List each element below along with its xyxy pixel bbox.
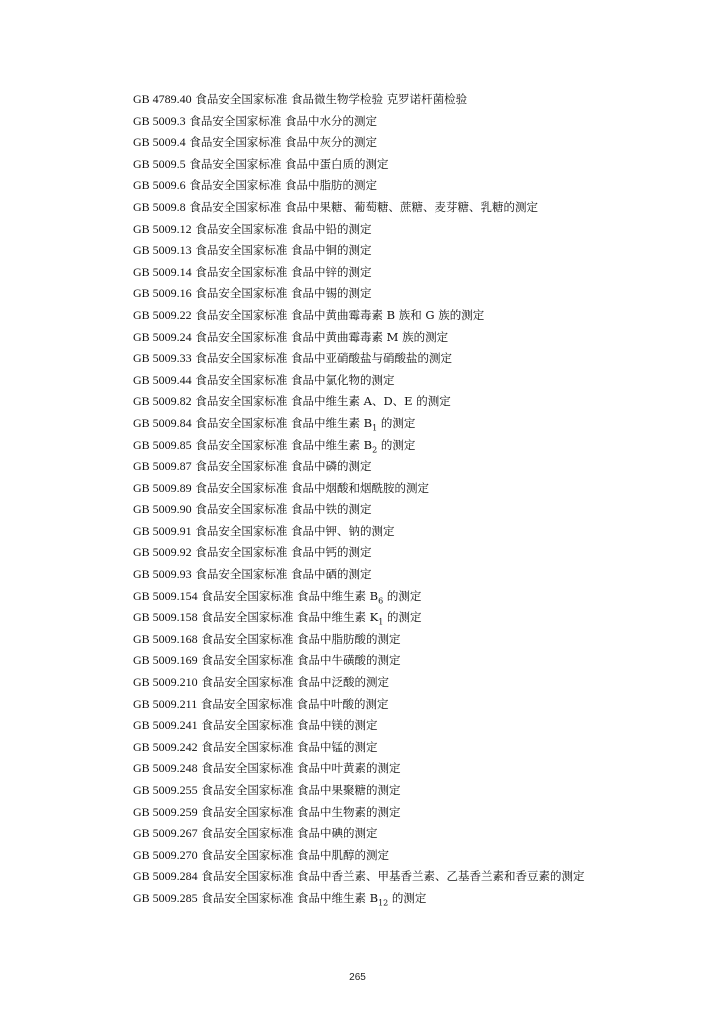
vitamin-subscript: 2 — [372, 444, 378, 454]
standard-code: GB 5009.33 — [133, 351, 192, 366]
standard-title: 食品安全国家标准 食品中脂肪酸的测定 — [201, 631, 401, 646]
vitamin-subscript: 6 — [378, 595, 384, 605]
standard-title: 食品安全国家标准 食品中叶黄素的测定 — [201, 761, 401, 776]
standard-code: GB 5009.82 — [133, 394, 192, 409]
standard-title: 食品安全国家标准 食品中锡的测定 — [195, 286, 372, 301]
standard-title — [201, 589, 421, 603]
standard-entry — [108, 413, 628, 435]
standard-entry — [108, 542, 628, 564]
standard-title-text: 食品安全国家标准 食品中维生素 B — [195, 415, 373, 430]
standard-entry — [108, 499, 628, 521]
standard-code: GB 5009.4 — [133, 135, 186, 150]
standard-title: 食品安全国家标准 食品中泛酸的测定 — [201, 675, 389, 690]
standard-title: 食品安全国家标准 食品中锰的测定 — [201, 739, 378, 754]
standard-title: 食品安全国家标准 食品中牛磺酸的测定 — [201, 653, 401, 668]
standard-code: GB 5009.14 — [133, 264, 192, 279]
standard-entry — [108, 586, 628, 608]
standard-title: 食品安全国家标准 食品微生物学检验 克罗诺杆菌检验 — [195, 92, 468, 106]
standard-code: GB 5009.93 — [133, 567, 192, 582]
standard-entry — [108, 521, 628, 543]
standard-code: GB 5009.169 — [133, 653, 198, 668]
standard-title: 食品安全国家标准 食品中黄曲霉毒素 M 族的测定 — [195, 329, 449, 344]
standard-title-suffix: 的测定 — [383, 588, 422, 603]
standard-code: GB 5009.92 — [133, 545, 192, 560]
standards-list — [108, 89, 628, 910]
standard-entry — [108, 305, 628, 327]
standard-title-suffix: 的测定 — [377, 437, 416, 452]
standard-entry — [108, 823, 628, 845]
standard-title — [201, 610, 422, 627]
standard-entry — [108, 219, 628, 241]
standard-title: 食品安全国家标准 食品中叶酸的测定 — [200, 696, 389, 711]
standard-title: 食品安全国家标准 食品中镁的测定 — [201, 718, 378, 733]
standard-title-suffix: 的测定 — [383, 610, 422, 625]
standard-code: GB 4789.40 — [133, 92, 192, 106]
standard-entry — [108, 456, 628, 478]
standard-title: 食品安全国家标准 食品中硒的测定 — [195, 567, 372, 582]
standard-title-suffix: 的测定 — [377, 415, 416, 430]
standard-code: GB 5009.168 — [133, 631, 198, 646]
standard-code: GB 5009.242 — [133, 739, 198, 754]
standard-title: 食品安全国家标准 食品中果糖、葡萄糖、蔗糖、麦芽糖、乳糖的测定 — [189, 199, 538, 214]
standard-title: 食品安全国家标准 食品中水分的测定 — [189, 113, 377, 128]
standard-title: 食品安全国家标准 食品中肌醇的测定 — [201, 847, 389, 862]
standard-title — [201, 890, 427, 908]
standard-code: GB 5009.3 — [133, 113, 186, 128]
standard-code: GB 5009.84 — [133, 415, 192, 430]
standard-title — [195, 438, 415, 452]
standard-code: GB 5009.241 — [133, 718, 198, 733]
standard-entry — [108, 780, 628, 802]
standard-code: GB 5009.255 — [133, 783, 198, 797]
standard-entry — [108, 672, 628, 694]
standard-code: GB 5009.13 — [133, 243, 192, 258]
standard-entry — [108, 240, 628, 262]
standard-title: 食品安全国家标准 食品中黄曲霉毒素 B 族和 G 族的测定 — [195, 307, 485, 322]
standard-title: 食品安全国家标准 食品中铜的测定 — [195, 243, 372, 258]
standard-title: 食品安全国家标准 食品中钙的测定 — [195, 545, 372, 560]
standard-code: GB 5009.90 — [133, 502, 192, 517]
standard-code: GB 5009.154 — [133, 588, 198, 603]
standard-entry — [108, 650, 628, 672]
standard-entry — [108, 629, 628, 651]
standard-title: 食品安全国家标准 食品中碘的测定 — [201, 826, 378, 841]
standard-code: GB 5009.270 — [133, 847, 198, 862]
standard-title-text: 食品安全国家标准 食品中维生素 B — [201, 588, 379, 603]
standard-entry — [108, 370, 628, 392]
standard-title: 食品安全国家标准 食品中锌的测定 — [195, 264, 372, 279]
standard-title — [195, 415, 416, 433]
standard-code: GB 5009.87 — [133, 459, 192, 474]
standard-entry — [108, 845, 628, 867]
standard-code: GB 5009.5 — [133, 156, 186, 171]
standard-title: 食品安全国家标准 食品中烟酸和烟酰胺的测定 — [195, 480, 429, 495]
vitamin-subscript: 1 — [372, 423, 378, 433]
standard-code: GB 5009.44 — [133, 372, 192, 387]
standard-entry — [108, 758, 628, 780]
standard-code: GB 5009.210 — [133, 675, 198, 690]
vitamin-subscript: 1 — [378, 617, 384, 627]
standard-code: GB 5009.8 — [133, 199, 186, 214]
standard-code: GB 5009.12 — [133, 221, 192, 236]
standard-code: GB 5009.22 — [133, 307, 192, 322]
standard-code: GB 5009.248 — [133, 761, 198, 776]
standard-title: 食品安全国家标准 食品中蛋白质的测定 — [189, 156, 389, 171]
standard-entry — [108, 391, 628, 413]
standard-code: GB 5009.267 — [133, 826, 198, 841]
standard-title: 食品安全国家标准 食品中钾、钠的测定 — [195, 523, 395, 538]
standard-entry — [108, 435, 628, 457]
standard-title: 食品安全国家标准 食品中脂肪的测定 — [189, 178, 377, 193]
standard-entry — [108, 607, 628, 629]
standard-title: 食品安全国家标准 食品中维生素 A、D、E 的测定 — [195, 394, 451, 409]
standard-entry — [108, 802, 628, 824]
standard-entry — [108, 888, 628, 910]
standard-code: GB 5009.89 — [133, 480, 192, 495]
standard-title: 食品安全国家标准 食品中果聚糖的测定 — [201, 783, 401, 797]
standard-code: GB 5009.85 — [133, 437, 192, 452]
standard-entry — [108, 197, 628, 219]
standard-title: 食品安全国家标准 食品中香兰素、甲基香兰素、乙基香兰素和香豆素的测定 — [201, 869, 585, 884]
standard-code: GB 5009.158 — [133, 610, 198, 625]
standard-entry — [108, 694, 628, 716]
standard-title: 食品安全国家标准 食品中磷的测定 — [195, 459, 372, 474]
standard-entry — [108, 348, 628, 370]
standard-title: 食品安全国家标准 食品中亚硝酸盐与硝酸盐的测定 — [195, 351, 452, 366]
standard-title: 食品安全国家标准 食品中铁的测定 — [195, 502, 372, 517]
standard-entry — [108, 175, 628, 197]
standard-entry — [108, 737, 628, 759]
standard-title: 食品安全国家标准 食品中生物素的测定 — [201, 804, 401, 819]
standard-code: GB 5009.91 — [133, 523, 192, 538]
standard-code: GB 5009.6 — [133, 178, 186, 193]
standard-code: GB 5009.16 — [133, 286, 192, 301]
standard-title-text: 食品安全国家标准 食品中维生素 B — [201, 890, 379, 905]
standard-title: 食品安全国家标准 食品中灰分的测定 — [189, 135, 377, 150]
standard-entry — [108, 262, 628, 284]
standard-code: GB 5009.211 — [133, 696, 198, 711]
standard-entry — [108, 132, 628, 154]
standard-title-suffix: 的测定 — [388, 890, 427, 905]
standard-entry — [108, 327, 628, 349]
standard-entry — [108, 564, 628, 586]
standard-title-text: 食品安全国家标准 食品中维生素 K — [201, 610, 379, 625]
standard-entry — [108, 154, 628, 176]
standard-entry — [108, 111, 628, 133]
standard-entry — [108, 715, 628, 737]
standard-title: 食品安全国家标准 食品中铅的测定 — [195, 221, 372, 236]
standard-code: GB 5009.24 — [133, 329, 192, 344]
vitamin-subscript: 12 — [378, 898, 389, 908]
page-number: 265 — [349, 972, 366, 983]
standard-entry — [108, 89, 628, 111]
standard-code: GB 5009.284 — [133, 869, 198, 884]
standard-title: 食品安全国家标准 食品中氯化物的测定 — [195, 372, 395, 387]
standard-code: GB 5009.285 — [133, 890, 198, 905]
standard-title-text: 食品安全国家标准 食品中维生素 B — [195, 437, 373, 452]
standard-entry — [108, 478, 628, 500]
standard-code: GB 5009.259 — [133, 804, 198, 819]
standard-entry — [108, 866, 613, 888]
standard-entry — [108, 283, 628, 305]
